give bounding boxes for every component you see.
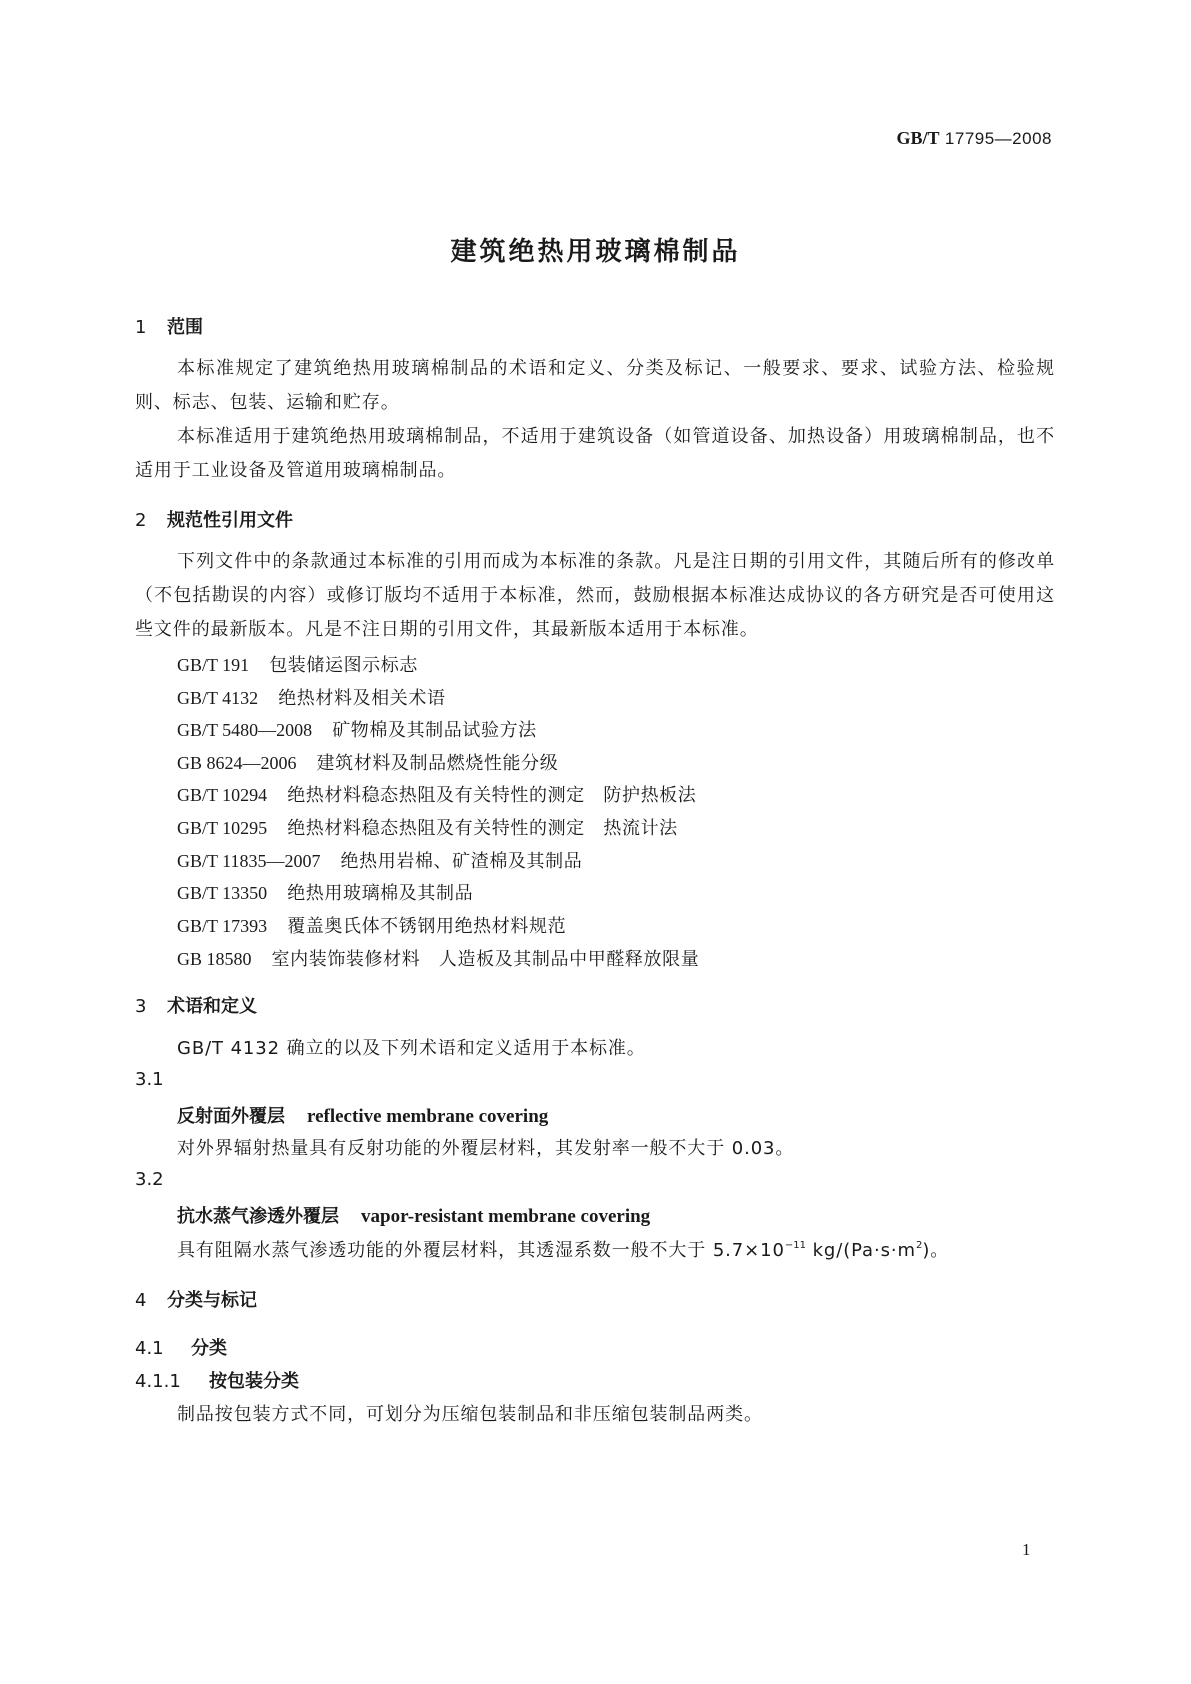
term-chinese: 抗水蒸气渗透外覆层 bbox=[177, 1206, 339, 1227]
subsection-4-1-heading bbox=[135, 1334, 1055, 1360]
standard-code-header bbox=[0, 128, 1052, 149]
subsection-title: 分类 bbox=[191, 1338, 227, 1359]
reference-code: GB/T 10295 bbox=[177, 818, 268, 838]
subsection-number: 4.1 bbox=[135, 1338, 164, 1359]
reference-title: 室内装饰装修材料 人造板及其制品中甲醛释放限量 bbox=[271, 949, 700, 970]
reference-title: 绝热用岩棉、矿渣棉及其制品 bbox=[340, 851, 583, 872]
subsection-4-1-1-text: 制品按包装方式不同，可划分为压缩包装制品和非压缩包装制品两类。 bbox=[177, 1404, 763, 1425]
reference-code: GB/T 5480—2008 bbox=[177, 720, 313, 740]
definition-unit: kg/(Pa·s·m bbox=[805, 1240, 916, 1261]
reference-item bbox=[177, 814, 1097, 840]
reference-code: GB/T 191 bbox=[177, 655, 250, 675]
reference-title: 绝热用玻璃棉及其制品 bbox=[287, 883, 474, 904]
term-heading bbox=[177, 1102, 1097, 1128]
term-definition bbox=[177, 1236, 1097, 1262]
reference-title: 绝热材料及相关术语 bbox=[278, 688, 446, 709]
section-title: 术语和定义 bbox=[167, 996, 257, 1017]
standard-prefix: GB/T bbox=[896, 128, 940, 148]
reference-title: 矿物棉及其制品试验方法 bbox=[332, 720, 537, 741]
section-title: 规范性引用文件 bbox=[167, 510, 293, 531]
reference-title: 绝热材料稳态热阻及有关特性的测定 防护热板法 bbox=[287, 785, 697, 806]
reference-code: GB/T 4132 bbox=[177, 688, 259, 708]
subsection-number: 4.1.1 bbox=[135, 1371, 181, 1392]
reference-title: 覆盖奥氏体不锈钢用绝热材料规范 bbox=[287, 916, 567, 937]
section-number: 2 bbox=[135, 510, 147, 531]
section-number: 1 bbox=[135, 317, 147, 338]
reference-code: GB 18580 bbox=[177, 949, 252, 969]
section-number: 3 bbox=[135, 996, 147, 1017]
reference-item bbox=[177, 879, 1097, 905]
reference-item bbox=[177, 651, 1097, 677]
reference-item bbox=[177, 716, 1097, 742]
section-1-heading bbox=[135, 313, 1055, 339]
reference-title: 建筑材料及制品燃烧性能分级 bbox=[316, 753, 559, 774]
term-chinese: 反射面外覆层 bbox=[177, 1106, 285, 1127]
reference-item bbox=[177, 749, 1097, 775]
section-title: 范围 bbox=[167, 317, 203, 338]
subsection-4-1-1-heading bbox=[135, 1367, 1055, 1393]
term-definition: 对外界辐射热量具有反射功能的外覆层材料，其发射率一般不大于 0.03。 bbox=[177, 1138, 795, 1159]
page-number: 1 bbox=[1022, 1540, 1031, 1559]
section-number: 4 bbox=[135, 1290, 147, 1311]
section-title: 分类与标记 bbox=[167, 1290, 257, 1311]
section-2-intro: 下列文件中的条款通过本标准的引用而成为本标准的条款。凡是注日期的引用文件，其随后所有的修改单（不包括勘误的内容）或修订版均不适用于本标准，然而，鼓励根据本标准达成协议的各方研究是否可使用这些文件的最新版本。凡是不注日期的引用文件，其最新版本适用于本标准。 bbox=[135, 551, 1055, 640]
section-2-heading bbox=[135, 506, 1055, 532]
section-3-heading bbox=[135, 992, 1055, 1018]
exponent: −11 bbox=[784, 1240, 806, 1251]
exponent: 2 bbox=[915, 1240, 923, 1251]
reference-code: GB/T 11835—2007 bbox=[177, 851, 321, 871]
standard-number: 17795—2008 bbox=[944, 129, 1052, 148]
term-heading bbox=[177, 1202, 1097, 1228]
section-4-heading bbox=[135, 1286, 1055, 1312]
term-english: vapor-resistant membrane covering bbox=[361, 1206, 651, 1227]
reference-item bbox=[177, 781, 1097, 807]
definition-text: 具有阻隔水蒸气渗透功能的外覆层材料，其透湿系数一般不大于 5.7×10 bbox=[177, 1240, 785, 1261]
reference-title: 绝热材料稳态热阻及有关特性的测定 热流计法 bbox=[287, 818, 678, 839]
definition-end: )。 bbox=[922, 1240, 950, 1261]
section-1-paragraph-2: 本标准适用于建筑绝热用玻璃棉制品，不适用于建筑设备（如管道设备、加热设备）用玻璃棉制品，也不适用于工业设备及管道用玻璃棉制品。 bbox=[135, 426, 1055, 481]
reference-item bbox=[177, 912, 1097, 938]
reference-code: GB/T 13350 bbox=[177, 883, 268, 903]
reference-item bbox=[177, 847, 1097, 873]
document-title: 建筑绝热用玻璃棉制品 bbox=[450, 237, 741, 267]
reference-title: 包装储运图示标志 bbox=[269, 655, 418, 676]
term-number: 3.1 bbox=[135, 1069, 164, 1090]
reference-item bbox=[177, 945, 1097, 971]
section-1-paragraph-1: 本标准规定了建筑绝热用玻璃棉制品的术语和定义、分类及标记、一般要求、要求、试验方法、检验规则、标志、包装、运输和贮存。 bbox=[135, 358, 1055, 413]
term-number: 3.2 bbox=[135, 1169, 164, 1190]
reference-code: GB/T 17393 bbox=[177, 916, 268, 936]
section-3-intro: GB/T 4132 确立的以及下列术语和定义适用于本标准。 bbox=[177, 1038, 646, 1059]
subsection-title: 按包装分类 bbox=[209, 1371, 299, 1392]
reference-code: GB 8624—2006 bbox=[177, 753, 297, 773]
term-english: reflective membrane covering bbox=[307, 1106, 549, 1127]
reference-item bbox=[177, 684, 1097, 710]
reference-code: GB/T 10294 bbox=[177, 785, 268, 805]
